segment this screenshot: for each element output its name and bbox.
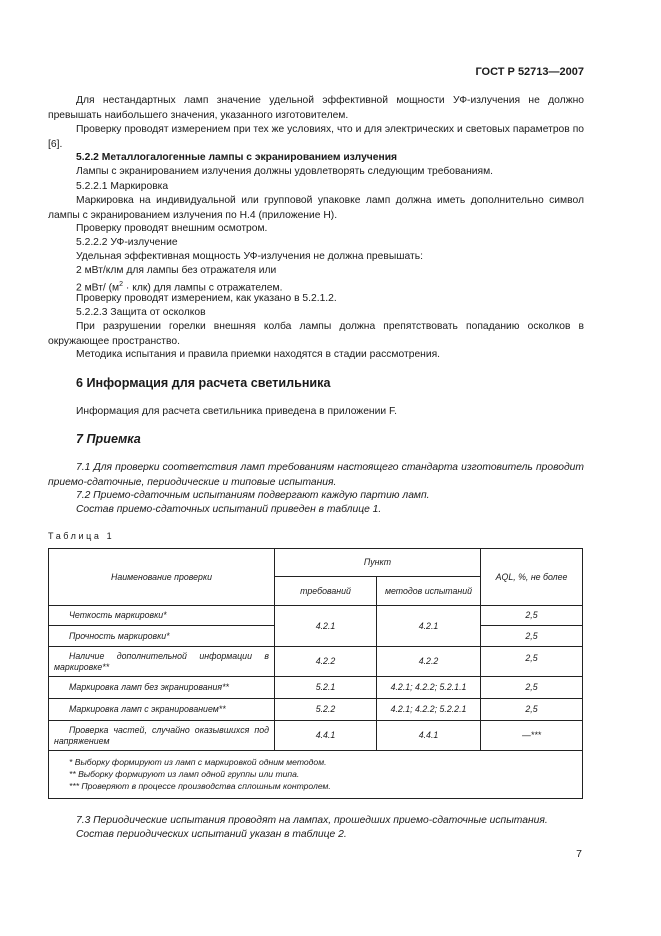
requirements-clause: 4.2.2 xyxy=(275,647,377,677)
section-heading-7: 7 Приемка xyxy=(76,432,141,446)
paragraph: 7.2 Приемо-сдаточным испытаниям подвергают каждую партию ламп. xyxy=(76,490,430,501)
paragraph: Состав приемо-сдаточных испытаний приведен в таблице 1. xyxy=(76,504,382,515)
paragraph: 7.3 Периодические испытания проводят на лампах, прошедших приемо-сдаточные испытания. xyxy=(76,815,548,826)
requirements-clause: 5.2.1 xyxy=(275,677,377,699)
aql-value: 2,5 xyxy=(481,677,583,699)
methods-clause: 4.2.1; 4.2.2; 5.2.2.1 xyxy=(377,699,481,721)
requirements-clause: 4.4.1 xyxy=(275,721,377,751)
aql-value: 2,5 xyxy=(481,647,583,677)
aql-value: 2,5 xyxy=(481,699,583,721)
table-row xyxy=(49,721,583,751)
aql-value: —*** xyxy=(481,721,583,751)
paragraph: Удельная эффективная мощность УФ-излучения не должна превышать: xyxy=(76,251,423,262)
page-number: 7 xyxy=(576,848,582,860)
subsection-heading: 5.2.2.1 Маркировка xyxy=(76,181,169,192)
paragraph: При разрушении горелки внешняя колба лампы должна препятствовать попаданию осколков в окружающее пространство. xyxy=(48,321,584,347)
methods-clause: 4.2.2 xyxy=(377,647,481,677)
section-heading-5-2-2: 5.2.2 Металлогалогенные лампы с экранированием излучения xyxy=(76,152,398,163)
header-aql: AQL, %, не более xyxy=(481,549,583,606)
methods-clause: 4.2.1; 4.2.2; 5.2.1.1 xyxy=(377,677,481,699)
paragraph: 7.1 Для проверки соответствия ламп требованиям настоящего стандарта изготовитель проводит приемо-сдаточные, периодические и типовые испытания. xyxy=(48,462,584,488)
paragraph: Методика испытания и правила приемки находятся в стадии рассмотрения. xyxy=(76,349,441,360)
table-row xyxy=(49,647,583,677)
document-code: ГОСТ Р 52713—2007 xyxy=(475,66,584,78)
table-note: *** Проверяют в процессе производства сплошным контролем. xyxy=(69,781,331,791)
methods-clause: 4.4.1 xyxy=(377,721,481,751)
test-name: Маркировка ламп с экранированием** xyxy=(49,699,275,721)
header-name: Наименование проверки xyxy=(49,549,275,606)
table-row xyxy=(49,677,583,699)
subsection-heading: 5.2.2.3 Защита от осколков xyxy=(76,307,206,318)
table-notes xyxy=(49,751,583,799)
requirements-clause: 5.2.2 xyxy=(275,699,377,721)
table-note: ** Выборку формируют из ламп одной группы или типа. xyxy=(69,769,300,779)
paragraph: Лампы с экранированием излучения должны удовлетворять следующим требованиям. xyxy=(76,166,494,177)
table-note: * Выборку формируют из ламп с маркировкой одним методом. xyxy=(69,757,327,767)
section-heading-6: 6 Информация для расчета светильника xyxy=(76,376,331,390)
test-name: Наличие дополнительной информации в маркировке** xyxy=(49,647,275,677)
aql-value: 2,5 xyxy=(481,606,583,626)
header-punkt: Пункт xyxy=(275,549,481,577)
table-row xyxy=(49,699,583,721)
aql-value: 2,5 xyxy=(481,626,583,647)
requirements-clause: 4.2.1 xyxy=(275,606,377,647)
formula-line: 2 мВт/ $(м^2 \cdot клк)$ для лампы с отражателем. xyxy=(76,281,283,294)
test-name: Четкость маркировки* xyxy=(49,606,275,626)
methods-clause: 4.2.1 xyxy=(377,606,481,647)
header-requirements: требований xyxy=(275,577,377,606)
test-name: Прочность маркировки* xyxy=(49,626,275,647)
acceptance-tests-table xyxy=(48,548,583,799)
test-name: Маркировка ламп без экранирования** xyxy=(49,677,275,699)
table-row xyxy=(49,606,583,626)
header-methods: методов испытаний xyxy=(377,577,481,606)
paragraph: Проверку проводят внешним осмотром. xyxy=(76,223,268,234)
paragraph: Состав периодических испытаний указан в таблице 2. xyxy=(76,829,347,840)
paragraph: Маркировка на индивидуальной или групповой упаковке ламп должна иметь дополнительно символ лампы с экранированием излучения по Н.4 (приложение Н). xyxy=(48,195,584,221)
paragraph: 2 мВт/клм для лампы без отражателя или xyxy=(76,265,277,276)
paragraph: Информация для расчета светильника приведена в приложении F. xyxy=(76,406,397,417)
paragraph: Проверку проводят измерением при тех же условиях, что и для электрических и световых параметров по [6]. xyxy=(48,124,584,150)
test-name: Проверка частей, случайно оказывшихся под напряжением xyxy=(49,721,275,751)
paragraph: Проверку проводят измерением, как указано в 5.2.1.2. xyxy=(76,293,337,304)
table-caption: Таблица 1 xyxy=(48,531,115,541)
subsection-heading: 5.2.2.2 УФ-излучение xyxy=(76,237,178,248)
paragraph: Для нестандартных ламп значение удельной эффективной мощности УФ-излучения не должно превышать наибольшего значения, указанного изготовителем. xyxy=(48,95,584,121)
